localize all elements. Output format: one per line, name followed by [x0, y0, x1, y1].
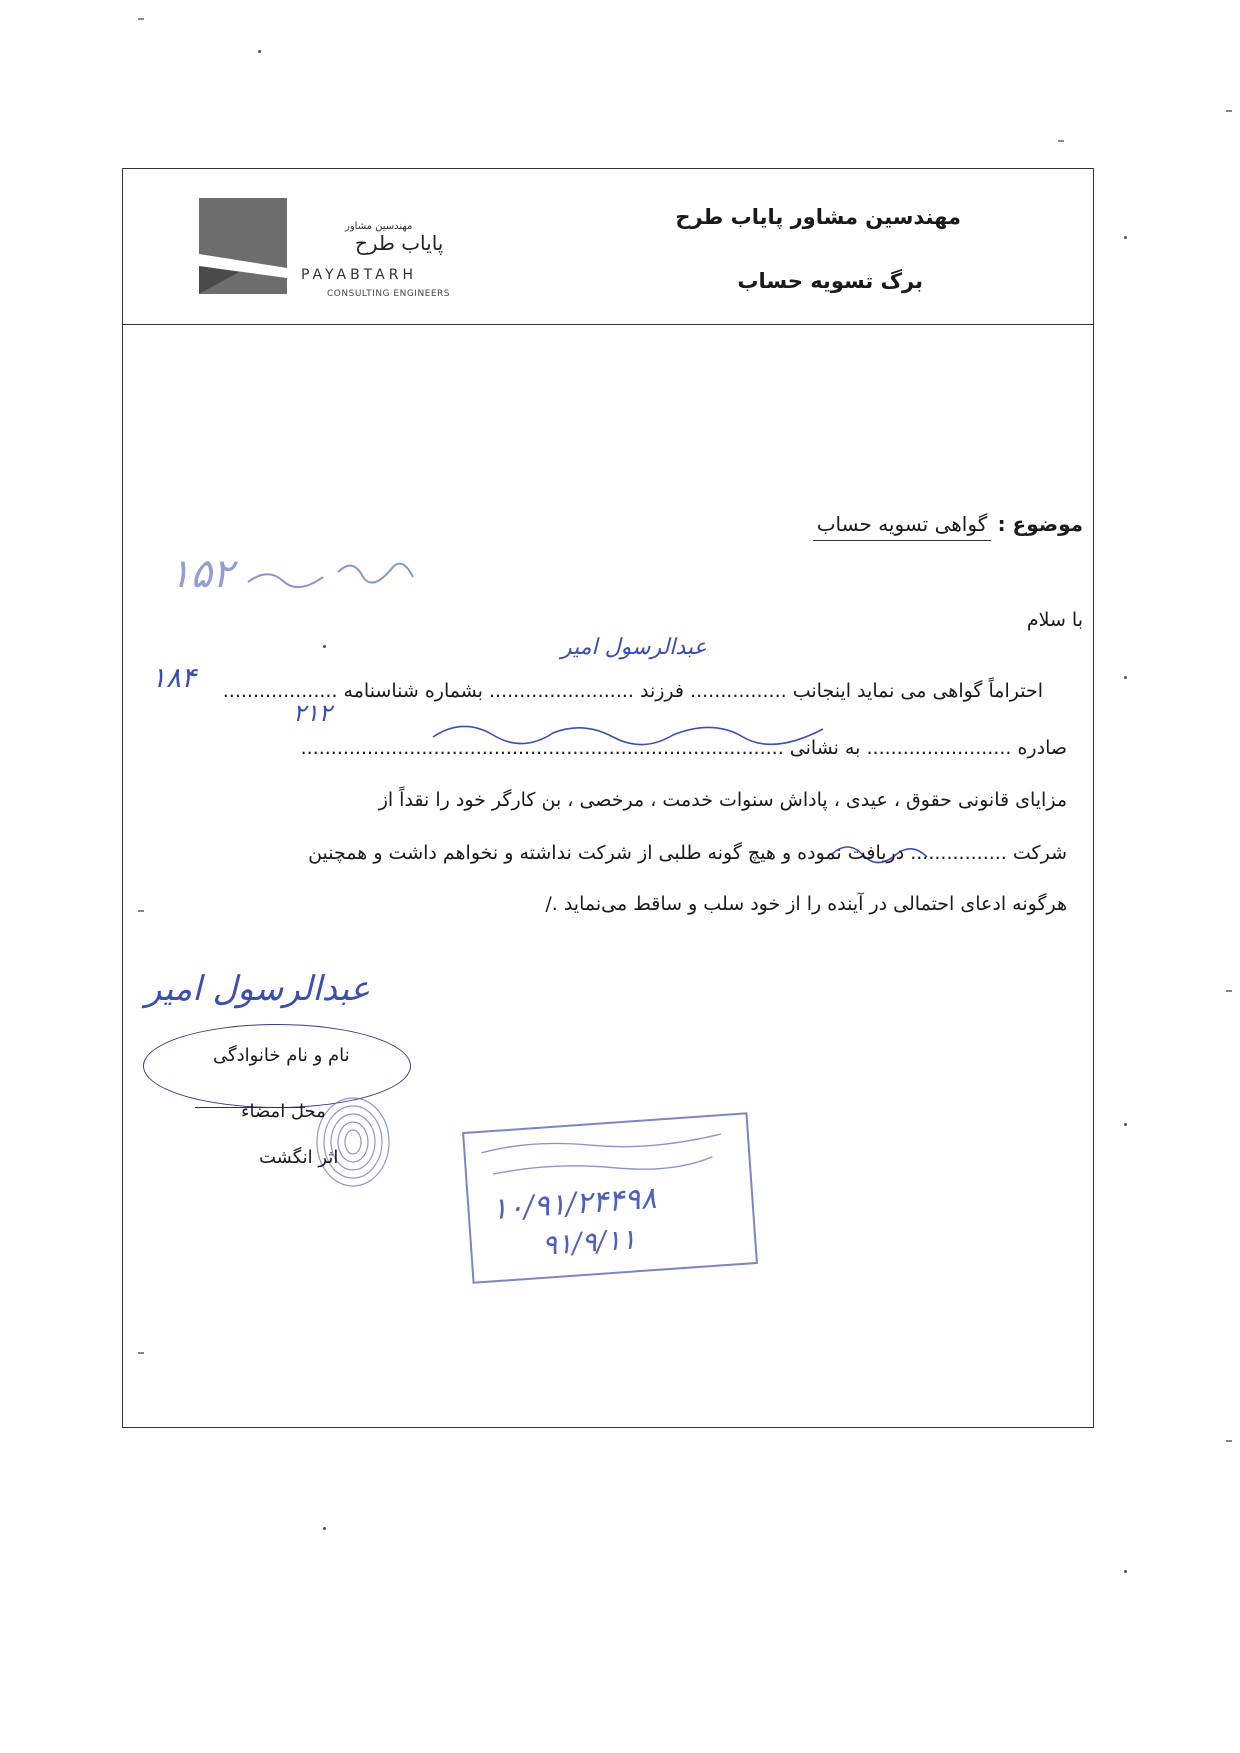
stamp-date: ۹۱/۹/۱۱	[540, 1222, 638, 1262]
logo-en-subtitle: CONSULTING ENGINEERS	[327, 289, 451, 299]
scan-speck	[1124, 1123, 1127, 1126]
handwritten-top-note: ۱۵۲	[169, 551, 234, 597]
scan-speck	[323, 1527, 326, 1530]
signature-label: محل امضاء	[241, 1101, 326, 1122]
scan-mark	[138, 1352, 144, 1354]
scan-mark	[138, 18, 144, 20]
header-divider	[123, 324, 1093, 325]
scan-mark	[1226, 990, 1232, 992]
handwritten-name: عبدالرسول امیر	[561, 635, 707, 660]
scan-speck	[258, 50, 261, 53]
scan-mark	[1226, 1440, 1232, 1442]
scan-speck	[1124, 236, 1127, 239]
body-line-3: مزایای قانونی حقوق ، عیدی ، پاداش سنوات خدمت ، مرخصی ، بن کارگر خود را نقداً از	[378, 789, 1067, 811]
fingerprint-label: اثر انگشت	[259, 1147, 339, 1168]
handwritten-top-scribble	[243, 547, 423, 607]
scan-mark	[1226, 110, 1232, 112]
receipt-stamp	[462, 1112, 758, 1284]
body-line-4: شرکت ................ دریافت نموده و هیچ گونه طلبی از شرکت نداشته و نخواهم داشت و همچنین	[308, 842, 1067, 864]
document-frame	[122, 168, 1094, 1428]
logo-fa-name: پایاب طرح	[355, 231, 444, 255]
scan-speck	[1124, 676, 1127, 679]
handwritten-id-number: ۱۸۴	[151, 661, 197, 694]
name-label: نام و نام خانوادگی	[213, 1045, 350, 1066]
subject	[813, 512, 1083, 541]
scan-speck	[1124, 1570, 1127, 1573]
scan-mark	[1058, 140, 1064, 142]
handwritten-address-number: ۲۱۲	[293, 699, 332, 727]
form-name: برگ تسویه حساب	[737, 269, 923, 293]
scan-mark	[138, 910, 144, 912]
stamp-number: ۱۰/۹۱/۲۴۴۹۸	[490, 1180, 658, 1228]
logo-fa-small: مهندسین مشاور	[345, 221, 413, 232]
payabtarh-logo-icon	[199, 198, 287, 294]
logo-en-name: PAYABTARH	[301, 267, 417, 283]
subject-value: گواهی تسویه حساب	[813, 512, 992, 541]
body-line-5: هرگونه ادعای احتمالی در آینده را از خود سلب و ساقط می‌نماید ./	[545, 893, 1067, 915]
company-name: مهندسین مشاور پایاب طرح	[675, 205, 961, 229]
body-line-2: صادره ........................ به نشانی ................................................................................	[300, 737, 1067, 759]
scan-speck	[323, 645, 326, 648]
subject-label: موضوع :	[997, 512, 1083, 536]
handwritten-signature-name: عبدالرسول امیر	[145, 969, 371, 1009]
body-line-1: احتراماً گواهی می نماید اینجانب ................ فرزند ........................ بشماره شناسنامه ...................	[222, 680, 1043, 702]
greeting: با سلام	[1026, 609, 1083, 631]
